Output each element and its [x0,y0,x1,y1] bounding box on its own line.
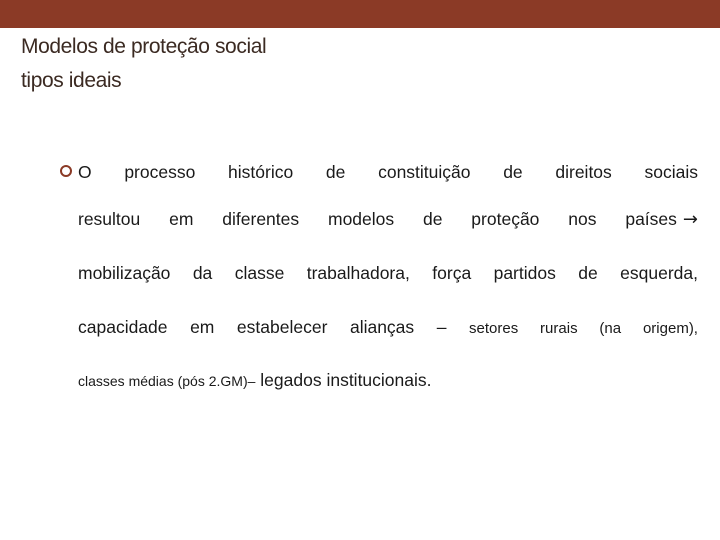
bullet-text-line-1: O processo histórico de constituição de direitos sociais [78,162,698,182]
slide-title [21,30,266,98]
bullet-text-line-3: mobilização da classe trabalhadora, força partidos de esquerda, [78,263,698,283]
slide-title-line-1: Modelos de proteção social [21,35,267,58]
bullet-text-line-4-small: setores rurais (na origem), [469,320,698,337]
bullet-text-line-2-main: resultou em diferentes modelos de proteção nos países [78,209,677,229]
right-arrow-icon: → [682,209,698,230]
top-accent-bar [0,0,720,28]
bullet-text-line-2 [78,208,698,231]
hollow-circle-bullet-icon [59,164,73,178]
bullet-text-line-5-main: legados institucionais. [260,370,432,390]
slide-subtitle: tipos ideais [21,69,122,92]
bullet-text-line-5 [78,369,432,392]
bullet-text-line-5-small: classes médias (pós 2.GM)– [78,373,256,389]
bullet-text-line-4 [78,316,698,340]
bullet-text-line-4-main: capacidade em estabelecer alianças – [78,317,447,337]
